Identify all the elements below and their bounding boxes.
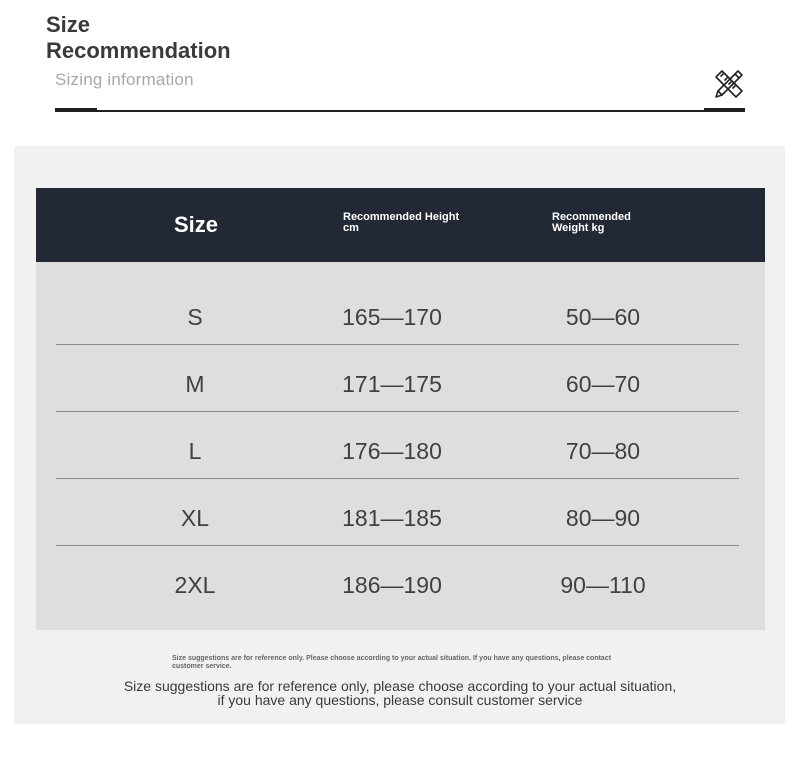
disclaimer-line1: Size suggestions are for reference only, please choose according to your actual situation, (123, 678, 677, 694)
page-title-line1: Size (46, 12, 91, 37)
height-cell: 165—170 (342, 304, 442, 330)
height-cell: 176—180 (342, 438, 442, 464)
table-row (36, 546, 765, 613)
table-header (36, 188, 765, 262)
table-row (36, 262, 765, 345)
page-title (46, 12, 231, 64)
disclaimer (100, 679, 700, 707)
header-divider-cap-left (55, 108, 97, 112)
header-divider-cap-right (704, 108, 745, 112)
size-cell: 2XL (174, 572, 216, 598)
column-header-weight-label: Recommended (552, 211, 631, 223)
disclaimer-small: Size suggestions are for reference only. Please choose according to your actual situation. If you have any questions, please contact customer service. (172, 655, 612, 670)
weight-cell: 60—70 (565, 371, 641, 397)
column-header-height-label: Recommended Height (343, 211, 460, 223)
weight-cell: 50—60 (565, 304, 641, 330)
weight-cell: 90—110 (560, 572, 646, 598)
weight-cell: 70—80 (565, 438, 641, 464)
column-header-weight (552, 212, 631, 234)
weight-cell: 80—90 (565, 505, 641, 531)
size-table (36, 188, 765, 630)
height-cell: 186—190 (342, 572, 442, 598)
height-cell: 181—185 (342, 505, 442, 531)
size-cell: XL (180, 505, 210, 531)
table-row (36, 412, 765, 479)
table-row (36, 345, 765, 412)
column-header-height-unit: cm (343, 222, 359, 234)
page-title-line2: Recommendation (46, 38, 231, 63)
column-header-weight-unit: Weight kg (552, 222, 605, 234)
column-header-size: Size (173, 212, 219, 237)
table-body (36, 262, 765, 613)
header-divider (55, 110, 745, 112)
size-cell: S (187, 304, 203, 330)
height-cell: 171—175 (342, 371, 442, 397)
disclaimer-line2: if you have any questions, please consult customer service (217, 692, 583, 708)
column-header-height (343, 212, 459, 234)
ruler-pencil-icon (712, 67, 746, 101)
table-row (36, 479, 765, 546)
page-subtitle: Sizing information (55, 70, 194, 89)
size-cell: L (188, 438, 202, 464)
size-cell: M (185, 371, 205, 397)
